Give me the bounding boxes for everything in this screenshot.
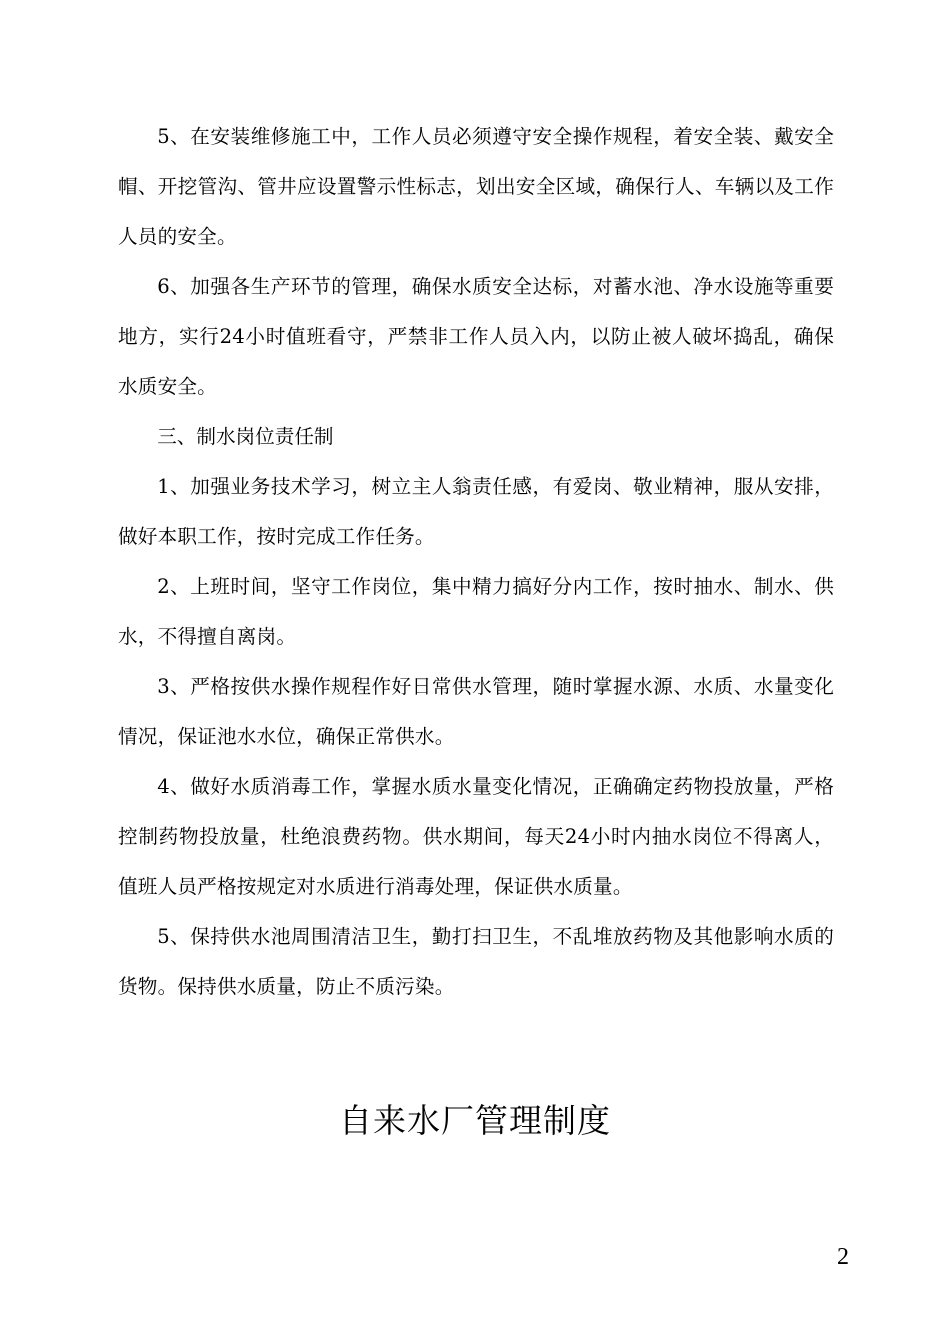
section-heading: 三、制水岗位责任制 — [157, 425, 334, 448]
paragraph-duty-4: 4、做好水质消毒工作，掌握水质水量变化情况，正确确定药物投放量，严格控制药物投放量，杜绝浪费药物。供水期间，每天24小时内抽水岗位不得离人，值班人员严格按规定对水质进行消毒处理，保证供水质量。 — [118, 775, 834, 898]
body-text — [118, 112, 834, 1012]
paragraph-production-management: 6、加强各生产环节的管理，确保水质安全达标，对蓄水池、净水设施等重要地方，实行24小时值班看守，严禁非工作人员入内，以防止被人破坏捣乱，确保水质安全。 — [118, 275, 834, 398]
document-title: 自来水厂管理制度 — [339, 1101, 611, 1140]
paragraph-duty-1: 1、加强业务技术学习，树立主人翁责任感，有爱岗、敬业精神，服从安排，做好本职工作，按时完成工作任务。 — [118, 475, 834, 548]
paragraph-duty-5: 5、保持供水池周围清洁卫生，勤打扫卫生，不乱堆放药物及其他影响水质的货物。保持供水质量，防止不质污染。 — [118, 925, 834, 998]
paragraph-duty-3: 3、严格按供水操作规程作好日常供水管理，随时掌握水源、水质、水量变化情况，保证池水水位，确保正常供水。 — [118, 675, 834, 748]
paragraph-safety-construction: 5、在安装维修施工中，工作人员必须遵守安全操作规程，着安全装、戴安全帽、开挖管沟、管井应设置警示性标志，划出安全区域，确保行人、车辆以及工作人员的安全。 — [118, 125, 834, 248]
page-number: 2 — [837, 1244, 849, 1270]
paragraph-duty-2: 2、上班时间，坚守工作岗位，集中精力搞好分内工作，按时抽水、制水、供水，不得擅自离岗。 — [118, 575, 834, 648]
